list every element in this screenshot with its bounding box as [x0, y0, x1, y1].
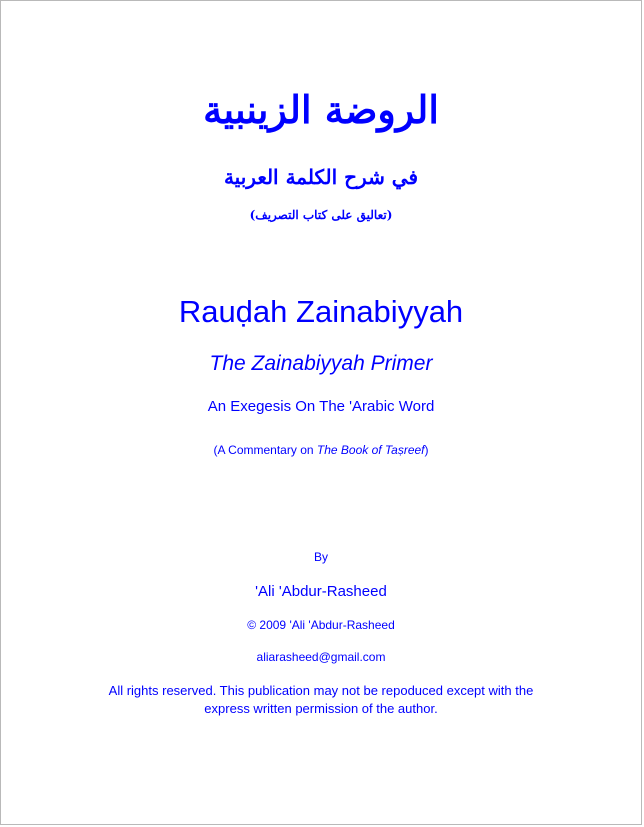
- exegesis-line: An Exegesis On The 'Arabic Word: [207, 398, 435, 415]
- copyright-notice: © 2009 'Ali 'Abdur-Rasheed: [247, 618, 395, 632]
- commentary-prefix: (A Commentary on: [213, 443, 317, 457]
- arabic-note: (تعاليق على كتاب التصريف): [249, 208, 393, 222]
- author-email: aliarasheed@gmail.com: [256, 650, 386, 664]
- commentary-line: [1, 443, 641, 457]
- arabic-title: الروضة الزينبية: [203, 87, 439, 132]
- english-title: Rauḍah Zainabiyyah: [178, 294, 464, 329]
- arabic-subtitle: في شرح الكلمة العربية: [223, 165, 419, 189]
- by-label: By: [313, 550, 328, 564]
- rights-notice: [1, 682, 641, 718]
- commentary-book-title: The Book of Taṣreef: [316, 443, 425, 457]
- author-name: 'Ali 'Abdur-Rasheed: [255, 583, 387, 600]
- rights-line-2: express written permission of the author.: [204, 701, 438, 716]
- rights-line-1: All rights reserved. This publication may not be repoduced except with the: [108, 683, 534, 698]
- english-subtitle: The Zainabiyyah Primer: [209, 352, 433, 375]
- commentary-suffix: ): [424, 443, 429, 457]
